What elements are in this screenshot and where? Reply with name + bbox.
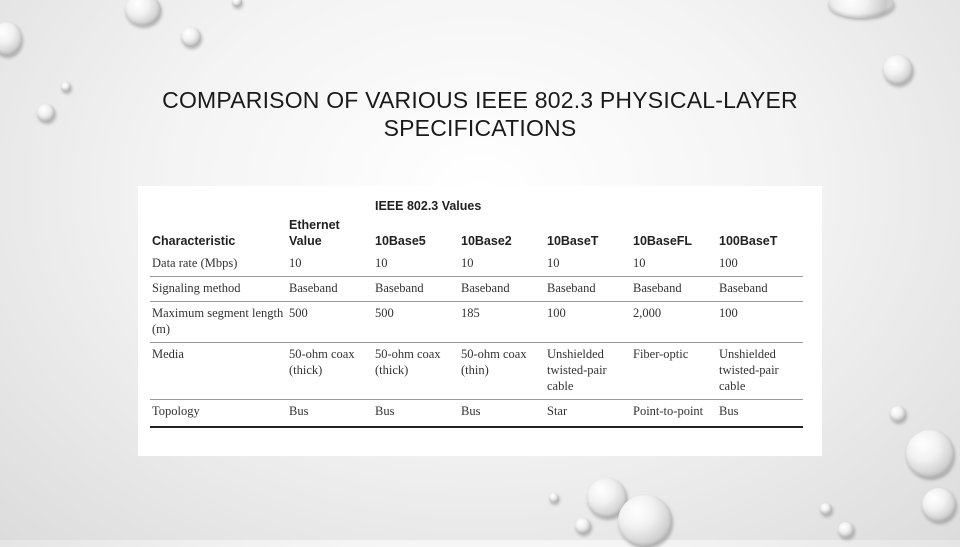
column-header: 10Base5 bbox=[375, 234, 426, 248]
table-cell: Maximum segment length (m) bbox=[150, 302, 287, 343]
water-droplet bbox=[232, 0, 242, 7]
water-droplet bbox=[181, 27, 201, 47]
table-cell: Bus bbox=[459, 400, 545, 428]
table-cell: Baseband bbox=[287, 277, 373, 302]
table-cell: Signaling method bbox=[150, 277, 287, 302]
table-header-row bbox=[150, 217, 803, 252]
water-droplet bbox=[838, 522, 854, 538]
table-cell: Unshielded twisted-pair cable bbox=[545, 343, 631, 400]
water-droplet bbox=[890, 406, 906, 422]
water-droplet bbox=[828, 0, 894, 18]
table-cell: Bus bbox=[373, 400, 459, 428]
table-cell: Baseband bbox=[373, 277, 459, 302]
table-cell: Star bbox=[545, 400, 631, 428]
table-cell: 10 bbox=[545, 252, 631, 277]
table-cell: Baseband bbox=[459, 277, 545, 302]
table-cell: 10 bbox=[373, 252, 459, 277]
table-cell: Baseband bbox=[631, 277, 717, 302]
table-cell: 50-ohm coax (thick) bbox=[373, 343, 459, 400]
table-cell: 2,000 bbox=[631, 302, 717, 343]
specifications-table-image bbox=[138, 186, 822, 456]
table-row bbox=[150, 400, 803, 428]
table-row bbox=[150, 302, 803, 343]
water-droplet bbox=[922, 488, 956, 522]
water-droplet bbox=[618, 495, 672, 547]
water-droplet bbox=[125, 0, 161, 26]
table-row bbox=[150, 343, 803, 400]
table-cell: 185 bbox=[459, 302, 545, 343]
column-header: Ethernet Value bbox=[289, 218, 340, 248]
table-cell: 500 bbox=[373, 302, 459, 343]
table-cell: 50-ohm coax (thin) bbox=[459, 343, 545, 400]
table-cell: 100 bbox=[717, 302, 803, 343]
column-header: 10BaseT bbox=[547, 234, 599, 248]
table-cell: Fiber-optic bbox=[631, 343, 717, 400]
slide-title-line-1: COMPARISON OF VARIOUS IEEE 802.3 PHYSICAL-LAYER bbox=[162, 87, 798, 113]
table-group-header-row bbox=[150, 198, 803, 217]
table-cell: Point-to-point bbox=[631, 400, 717, 428]
column-header: 100BaseT bbox=[719, 234, 778, 248]
table-cell: Bus bbox=[287, 400, 373, 428]
table-cell: 10 bbox=[459, 252, 545, 277]
table-cell: Media bbox=[150, 343, 287, 400]
table-row bbox=[150, 277, 803, 302]
table-cell: 100 bbox=[545, 302, 631, 343]
slide-title-line-2: SPECIFICATIONS bbox=[383, 115, 577, 141]
table-cell: Bus bbox=[717, 400, 803, 428]
table-cell: Topology bbox=[150, 400, 287, 428]
column-header: Characteristic bbox=[152, 234, 236, 248]
water-droplet bbox=[0, 22, 22, 56]
specifications-table bbox=[150, 198, 803, 428]
column-header: 10BaseFL bbox=[633, 234, 693, 248]
column-header: 10Base2 bbox=[461, 234, 512, 248]
table-cell: 10 bbox=[631, 252, 717, 277]
slide-title bbox=[0, 86, 960, 142]
table-row bbox=[150, 252, 803, 277]
water-droplet bbox=[549, 493, 559, 503]
water-droplet bbox=[820, 503, 832, 515]
water-droplet bbox=[906, 430, 954, 478]
table-cell: 50-ohm coax (thick) bbox=[287, 343, 373, 400]
table-cell: Baseband bbox=[717, 277, 803, 302]
table-cell: Data rate (Mbps) bbox=[150, 252, 287, 277]
table-cell: 100 bbox=[717, 252, 803, 277]
water-droplet bbox=[883, 55, 913, 85]
table-cell: Unshielded twisted-pair cable bbox=[717, 343, 803, 400]
table-cell: 500 bbox=[287, 302, 373, 343]
table-cell: 10 bbox=[287, 252, 373, 277]
group-header: IEEE 802.3 Values bbox=[375, 199, 482, 213]
water-droplet bbox=[575, 518, 591, 534]
table-cell: Baseband bbox=[545, 277, 631, 302]
